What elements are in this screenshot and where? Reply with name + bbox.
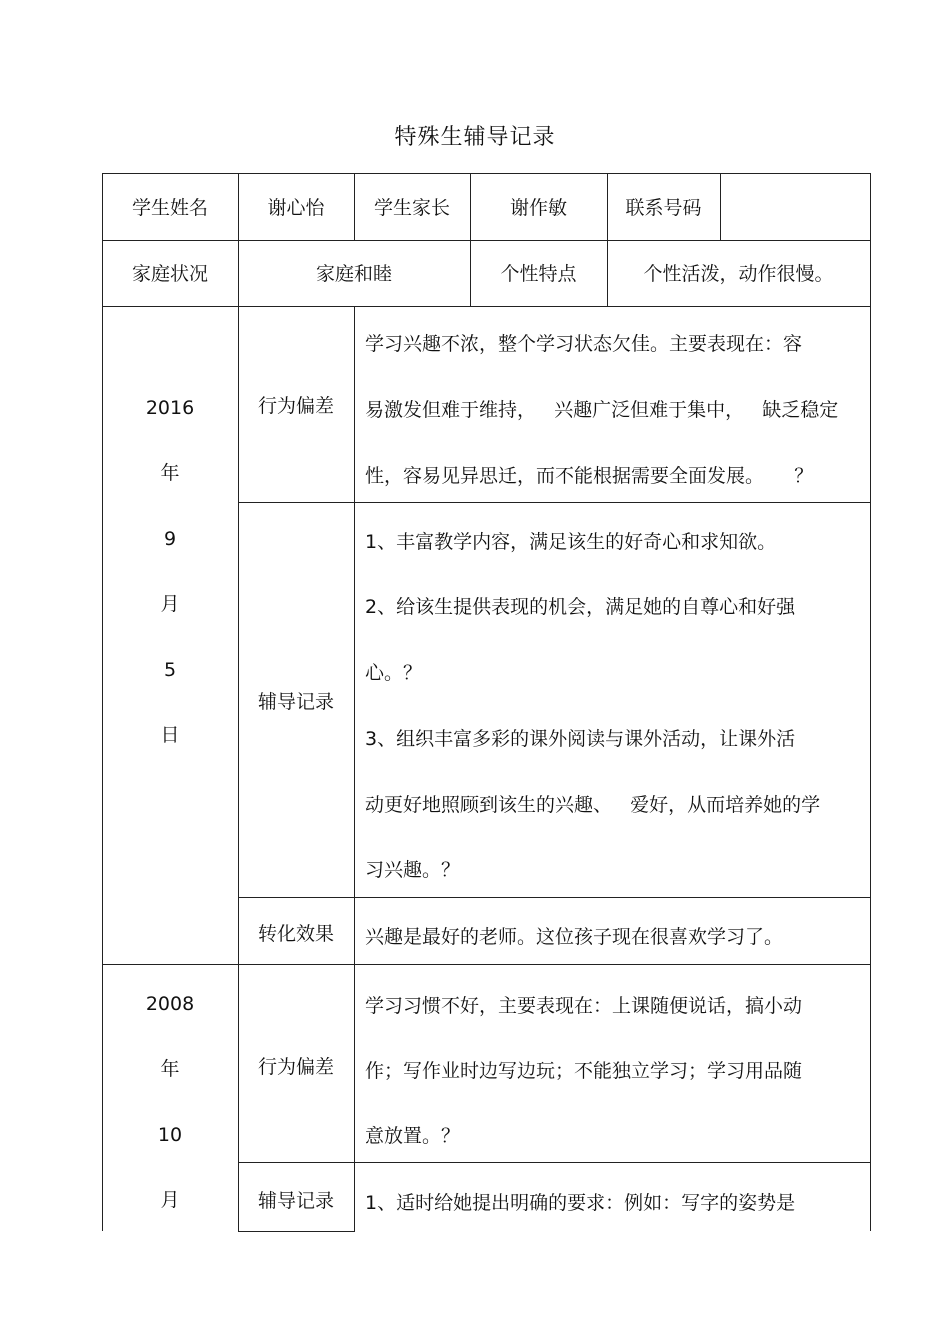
text-line: 3、组织丰富多彩的课外阅读与课外活动，让课外活 — [365, 728, 796, 750]
record2-tutoring-text: 1、适时给她提出明确的要求：例如：写字的姿势是 — [365, 1192, 796, 1214]
personality-label: 个性特点 — [500, 263, 577, 285]
parent-name: 谢作敏 — [509, 197, 567, 219]
page-title: 特殊生辅导记录 — [394, 125, 556, 150]
behavior-label: 行为偏差 — [257, 1056, 334, 1078]
text-line: 心。？ — [365, 662, 423, 684]
text-line: 学习习惯不好，主要表现在：上课随便说话，搞小动 — [365, 995, 803, 1017]
text-line: 性，容易见异思迁，而不能根据需要全面发展。 ？ — [365, 465, 814, 487]
effect-text: 兴趣是最好的老师。这位孩子现在很喜欢学习了。 — [365, 926, 784, 948]
date-part: 日 — [160, 724, 180, 746]
parent-label: 学生家长 — [373, 197, 450, 219]
date-part: 5 — [163, 659, 177, 681]
effect-label: 转化效果 — [257, 923, 334, 945]
date-part: 2016 — [145, 397, 195, 419]
date-part: 10 — [157, 1124, 183, 1146]
text-line: 易激发但难于维持， 兴趣广泛但难于集中， 缺乏稳定 — [365, 399, 839, 421]
tutoring-label: 辅导记录 — [257, 1190, 334, 1212]
text-line: 习兴趣。？ — [365, 859, 461, 881]
date-part: 月 — [160, 593, 180, 615]
date-part: 2008 — [145, 993, 195, 1015]
text-line: 学习兴趣不浓，整个学习状态欠佳。主要表现在：容 — [365, 333, 803, 355]
date-part: 月 — [160, 1189, 180, 1211]
family-value: 家庭和睦 — [315, 263, 392, 285]
text-line: 动更好地照顾到该生的兴趣、 爱好，从而培养她的学 — [365, 794, 821, 816]
text-line: 1、丰富教学内容，满足该生的好奇心和求知欲。 — [365, 531, 777, 553]
date-part: 9 — [163, 528, 177, 550]
student-name: 谢心怡 — [267, 197, 325, 219]
date-part: 年 — [160, 462, 180, 484]
student-name-label: 学生姓名 — [131, 197, 208, 219]
tutoring-label: 辅导记录 — [257, 691, 334, 713]
family-label: 家庭状况 — [131, 263, 208, 285]
date-part: 年 — [160, 1058, 180, 1080]
phone-label: 联系号码 — [625, 197, 702, 219]
behavior-label: 行为偏差 — [257, 395, 334, 417]
text-line: 2、给该生提供表现的机会，满足她的自尊心和好强 — [365, 596, 796, 618]
text-line: 意放置。？ — [365, 1125, 461, 1147]
text-line: 作；写作业时边写边玩；不能独立学习；学习用品随 — [365, 1060, 803, 1082]
personality-value: 个性活泼，动作很慢。 — [643, 263, 834, 285]
